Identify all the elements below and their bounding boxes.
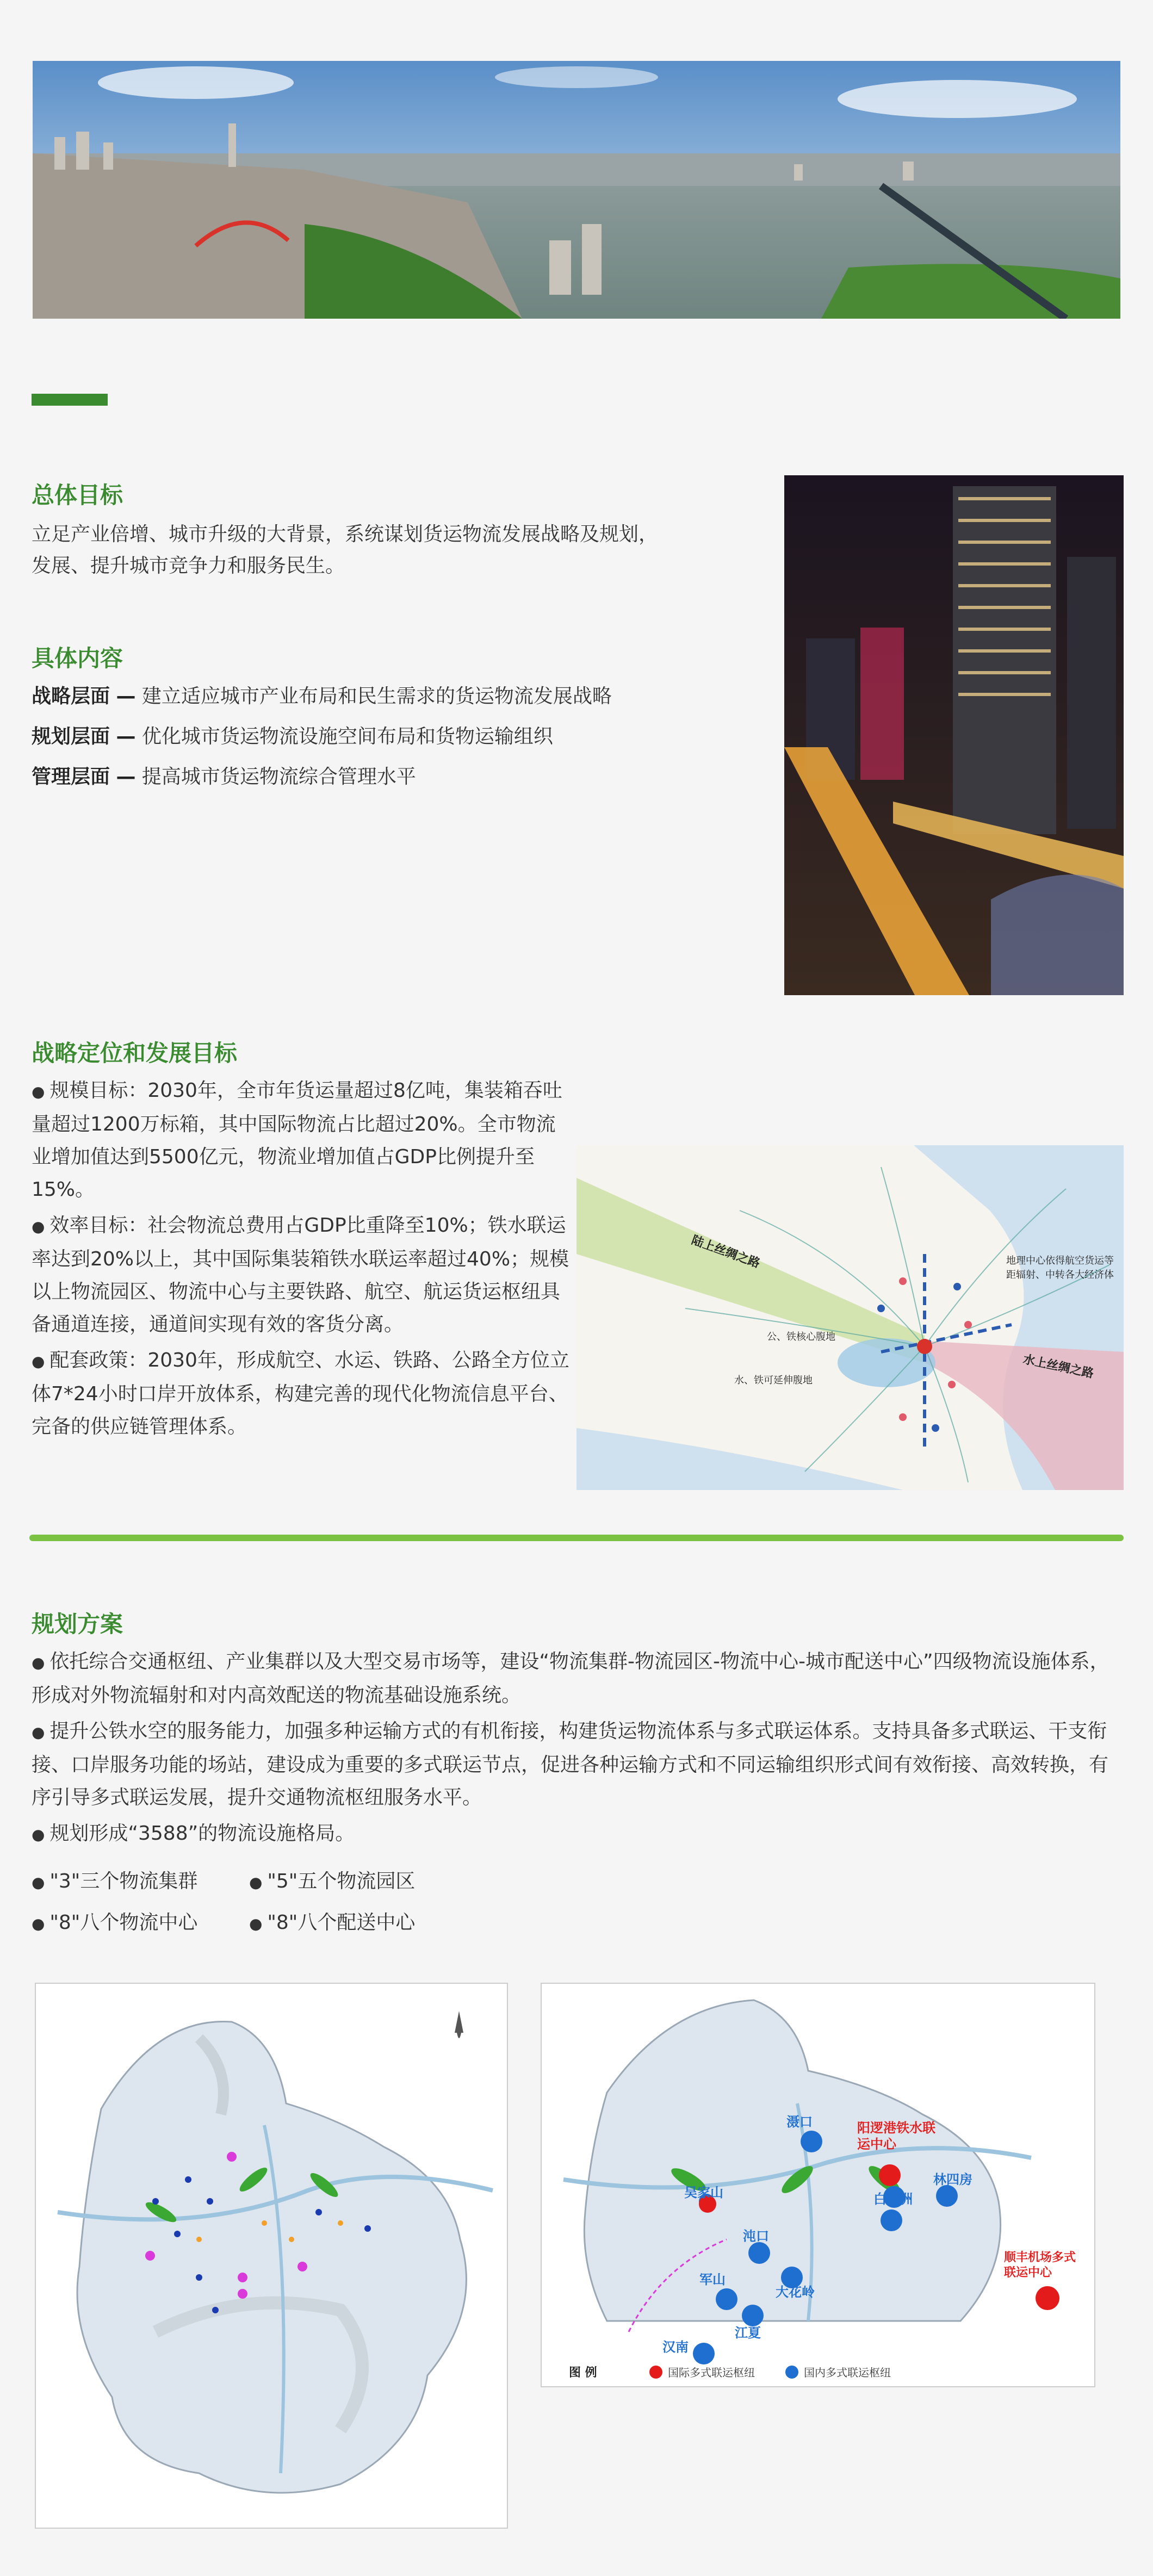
place-label: 沌口 [743,2229,769,2244]
item-text: 优化城市货运物流设施空间布局和货物运输组织 [141,725,553,748]
legend-item-label: 国际多式联运枢纽 [668,2366,755,2379]
place-label: 林四房 [933,2172,972,2187]
list-item: ● 依托综合交通枢纽、产业集群以及大型交易市场等，建设“物流集群-物流园区-物流中心-城市配送中心”四级物流设施体系，形成对外物流辐射和对内高效配送的物流基础设施系统。 [32,1646,1125,1712]
place-label: 吴家山 [684,2185,723,2200]
legend-intl-marker [649,2366,662,2379]
list-item: ● 效率目标：社会物流总费用占GDP比重降至10%；铁水联运率达到20%以上，其中国际集装箱铁水联运率超过40%；规模以上物流园区、物流中心与主要铁路、航空、航运货运枢纽具备通道连接，通道间实现有效的客货分离。 [32,1209,570,1341]
night-city-photo [784,475,1124,995]
section-accent-bar [32,394,108,406]
pair-row [32,1907,684,1948]
item-text: 建立适应城市产业布局和民生需求的货运物流发展战略 [141,685,612,707]
pair-row [32,1865,684,1907]
place-label: 白沙洲 [873,2192,913,2207]
list-item [32,721,739,753]
sea-route-label: 水上丝绸之路 [1021,1352,1095,1381]
item-dash: — [116,685,136,707]
shunfeng-callout: 顺丰机场多式联运中心 [1004,2251,1076,2280]
list-item: ● 规划形成“3588”的物流设施格局。 [32,1817,1125,1851]
list-item: ● "5"五个物流园区 [249,1865,521,1903]
place-label: 江夏 [735,2325,761,2341]
section-divider [29,1535,1124,1541]
item-term: 战略层面 [32,685,110,707]
legend-title: 图 例 [569,2366,597,2380]
item-term: 管理层面 [32,766,110,788]
place-label: 汉南 [662,2339,689,2355]
plan-bullets [32,1646,1125,1854]
intermodal-hub-map [541,1983,1095,2387]
place-label: 大花岭 [776,2285,815,2300]
land-route-label: 陆上丝绸之路 [689,1233,762,1271]
list-item: ● "8"八个配送中心 [249,1907,521,1945]
city-panorama-image [33,61,1120,319]
list-item: ● "8"八个物流中心 [32,1907,249,1945]
overall-goal-heading: 总体目标 [32,482,123,508]
item-text: 提高城市货运物流综合管理水平 [141,766,416,788]
place-label: 滠口 [786,2114,813,2130]
strategy-heading: 战略定位和发展目标 [32,1040,238,1066]
legend-item-label: 国内多式联运枢纽 [804,2366,891,2379]
road-rail-label: 公、铁核心腹地 [767,1331,835,1343]
list-item: ● 规模目标：2030年，全市年货运量超过8亿吨，集装箱吞吐量超过1200万标箱，其中国际物流占比超过20%。全市物流业增加值达到5500亿元，物流业增加值占GDP比例提升至15%。 [32,1075,570,1206]
legend-domestic-marker [785,2366,798,2379]
list-item [32,681,739,712]
specific-content-list [32,681,739,793]
silk-road-map [576,1145,1124,1490]
specific-content-heading: 具体内容 [32,645,123,672]
hub-note-label: 地理中心依得航空货运等距辐射、中转各大经济体 [1006,1255,1114,1281]
item-dash: — [116,725,136,748]
logistics-layout-map [35,1983,508,2529]
plan-heading: 规划方案 [32,1611,123,1637]
list-item: ● 配套政策：2030年，形成航空、水运、铁路、公路全方位立体7*24小时口岸开放体系，构建完善的现代化物流信息平台、完备的供应链管理体系。 [32,1344,570,1443]
water-rail-label: 水、铁可延伸腹地 [734,1375,813,1386]
list-item: ● "3"三个物流集群 [32,1865,249,1903]
item-dash: — [116,766,136,788]
overall-goal-text: 立足产业倍增、城市升级的大背景，系统谋划货运物流发展战略及规划，发展、提升城市竞争力和服务民生。 [32,523,659,577]
list-item: ● 提升公铁水空的服务能力，加强多种运输方式的有机衔接，构建货运物流体系与多式联运体系。支持具备多式联运、干支衔接、口岸服务功能的场站，建设成为重要的多式联运节点，促进各种运输方式和不同运输组织形式间有效衔接、高效转换，有序引导多式联运发展，提升交通物流枢纽服务水平。 [32,1715,1125,1814]
plan-pairs [32,1865,684,1948]
yangluo-callout: 阳逻港铁水联运中心 [857,2120,935,2152]
item-term: 规划层面 [32,725,110,748]
list-item [32,761,739,793]
place-label: 军山 [699,2272,726,2287]
strategy-bullets [32,1075,570,1447]
